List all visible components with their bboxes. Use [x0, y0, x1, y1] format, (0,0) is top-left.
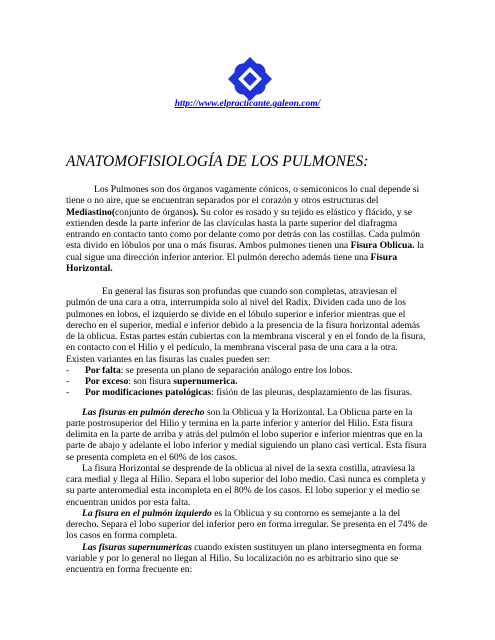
text-run: La fisura Horizontal se desprende de la oblicua al nivel de la sexta costilla, atraviesa la cara medial y llega al Hilio. Separa el lobo superior del lobo medio. Casi nunca es completa y su parte anteromedial esta incompleta en el 80% de los casos. El lobo superior y el medio se encuentran unidos por esta falta.: [66, 462, 426, 508]
horizontal-fissure-paragraph: [66, 463, 428, 508]
text-run: : son fisura: [128, 376, 174, 387]
text-run: En general las fisuras son profundas que cuando son completas, atraviesan el pulmón de una cara a otra, interrumpida solo al nivel del Radix. Dividen cada uno de los pulmones en lobos, el izquierdo se divide en el lóbulo superior e inferior mientras que el derecho en el superior, medial e inferior debido a la presencia de la fisura horizontal además de la oblicua. Estas partes están cubiertas con la membrana visceral y en el fondo de la fisura, en contacto con el Hilio y el pedículo, la membrana visceral pasa de una cara a la otra. Existen variantes en las fisuras las cuales pueden ser:: [66, 286, 426, 365]
bold-term: supernumerica.: [173, 376, 238, 387]
supernumerary-paragraph: [66, 542, 428, 576]
text-run: es la Oblicua y su contorno es semejante a la del derecho. Separa el lobo superior del inferior pero en forma irregular. Se presenta en el 74% de los casos en forma completa.: [66, 507, 428, 542]
text-run: cuando existen sustituyen un plano intersegmenta en forma variable y por lo general no llegan al Hilio. Su localización no es arbitrario sino que se encuentra en forma frecuente en:: [66, 541, 422, 575]
right-lung-paragraph: [66, 407, 428, 463]
blue-diamond-logo-icon: [226, 55, 274, 103]
text-run: : fisión de las pleuras, desplazamiento de las fisuras.: [211, 387, 413, 399]
fissures-paragraph: [66, 286, 428, 365]
document-body: [66, 184, 428, 575]
bold-term: Por exceso: [85, 376, 129, 387]
bold-term-fisura-horizontal: Fisura Horizontal.: [66, 251, 398, 274]
bold-term: Por falta: [85, 364, 121, 376]
list-item: [66, 365, 428, 376]
dash-bullet: -: [66, 376, 70, 387]
text-run: la cual sigue una dirección inferior anterior. El pulmón derecho además tiene una: [66, 240, 424, 263]
website-link[interactable]: http://www.elpracticante.galeon.com/: [174, 99, 321, 109]
dash-bullet: -: [66, 364, 70, 376]
bold-italic-term: La fisura en el pulmón izquierdo: [82, 507, 212, 519]
page-title: ANATOMOFISIOLOGÍA DE LOS PULMONES:: [66, 153, 369, 170]
list-item: [66, 387, 428, 398]
dash-bullet: -: [66, 387, 70, 399]
bold-italic-term: Las fisuras supernumericas: [82, 541, 192, 553]
bold-italic-term: Las fisuras en pulmón derecho: [82, 406, 205, 418]
intro-paragraph: [66, 184, 428, 274]
text-run: son la Oblicua y la Horizontal. La Oblicua parte en la parte postrosuperior del Hilio y termina en la parte inferior y anterior del Hilio. Esta fisura delimita en la parte de arriba y atrás del pulmón el lobo superior e inferior mientras que en la parte de abajo y adelante el lobo inferior y medial siguiendo un plano casi vertical. Esta fisura se presenta completa en el 60% de los casos.: [66, 406, 427, 463]
bold-term-fisura-oblicua: Fisura Oblicua.: [350, 240, 415, 252]
text-run: Su color es rosado y su tejido es elástico y flácido, y se extienden desde la parte inferior de las clavículas hasta la parte superior del diafragma entrando en contacto tanto como por delante como por detrás con las costillas. Cada pulmón esta divido en lóbulos por una o más fisuras. Ambos pulmones tienen una: [66, 206, 421, 252]
bold-term-mediastino: Mediastino(: [66, 206, 116, 218]
list-item: [66, 376, 428, 387]
text-run: conjunto de órganos: [115, 206, 193, 218]
text-run: : se presenta un plano de separación análogo entre los lobos.: [120, 364, 353, 376]
text-run: Los Pulmones son dos órganos vagamente cónicos, o semiconicos lo cual depende si tiene o no aire, que se encuentran separados por el corazón y otros estructuras del: [66, 184, 420, 207]
bold-run: ).: [192, 206, 199, 218]
fissure-variants-list: [66, 365, 428, 399]
left-lung-paragraph: [66, 508, 428, 542]
bold-term: Por modificaciones patológicas: [85, 387, 212, 399]
